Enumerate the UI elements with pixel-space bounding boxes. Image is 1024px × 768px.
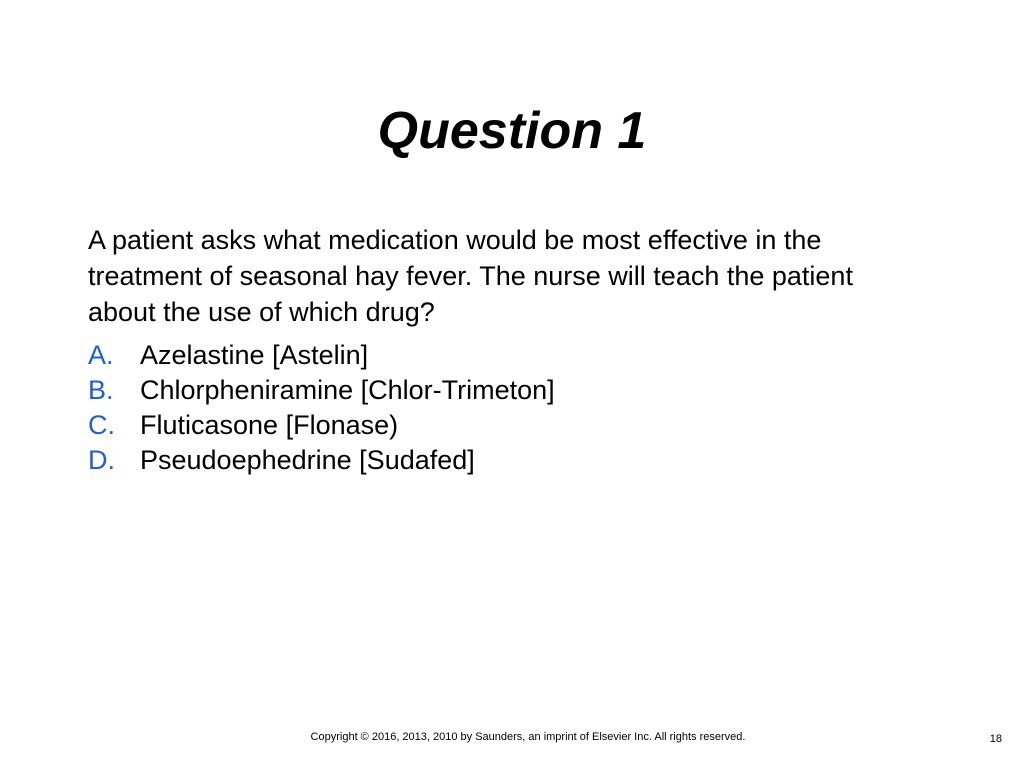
option-a	[88, 338, 928, 373]
option-text: Chlorpheniramine [Chlor-Trimeton]	[140, 375, 555, 405]
question-text: A patient asks what medication would be most effective in the treatment of seasonal hay fever. The nurse will teach the patient about the use of which drug?	[88, 225, 853, 327]
answer-options	[88, 338, 928, 478]
option-letter: A.	[88, 340, 114, 370]
option-text: Fluticasone [Flonase)	[140, 410, 399, 440]
option-d	[88, 443, 928, 478]
option-letter: B.	[88, 375, 114, 405]
option-letter: D.	[88, 445, 115, 475]
option-letter: C.	[88, 410, 115, 440]
option-b	[88, 373, 928, 408]
page-number: 18	[989, 733, 1002, 745]
option-c	[88, 408, 928, 443]
option-text: Azelastine [Astelin]	[140, 340, 369, 370]
slide-title: Question 1	[377, 101, 647, 160]
option-text: Pseudoephedrine [Sudafed]	[140, 445, 475, 475]
copyright-notice: Copyright © 2016, 2013, 2010 by Saunders, an imprint of Elsevier Inc. All rights reserved.	[310, 731, 746, 743]
